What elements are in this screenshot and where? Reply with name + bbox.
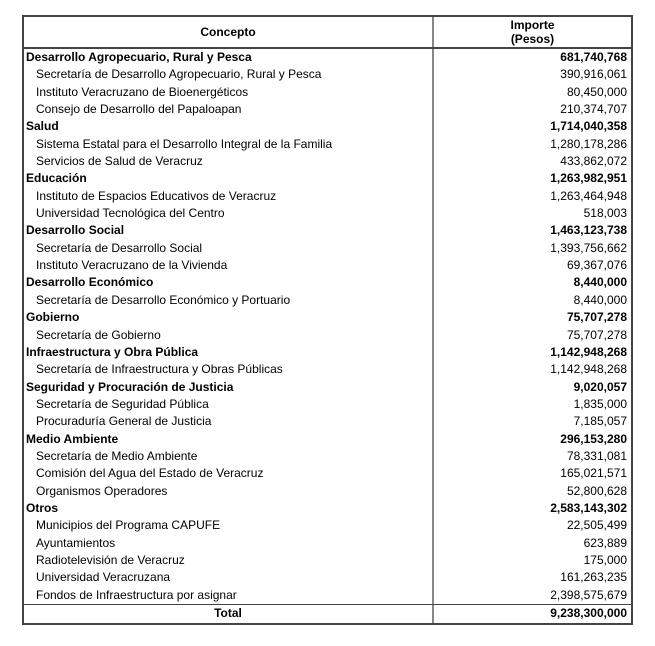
table-row xyxy=(24,136,631,153)
amount-cell: 1,463,123,738 xyxy=(550,223,627,238)
table-row xyxy=(24,257,631,274)
amount-cell: 22,505,499 xyxy=(566,518,627,533)
concept-cell: Ayuntamientos xyxy=(24,535,434,552)
amount-cell: 1,714,040,358 xyxy=(550,119,627,134)
concept-cell: Secretaría de Gobierno xyxy=(24,327,434,344)
concept-cell: Comisión del Agua del Estado de Veracruz xyxy=(24,465,434,482)
amount-cell: 1,280,178,286 xyxy=(550,136,627,151)
concept-cell: Instituto Veracruzano de Bioenergéticos xyxy=(24,84,434,101)
concept-cell: Secretaría de Desarrollo Agropecuario, Rural y Pesca xyxy=(24,66,434,83)
amount-cell: 1,263,464,948 xyxy=(550,188,627,203)
amount-cell: 1,835,000 xyxy=(573,396,627,411)
table-row xyxy=(24,431,631,448)
table-row xyxy=(24,222,631,239)
concept-cell: Servicios de Salud de Veracruz xyxy=(24,153,434,170)
total-row xyxy=(24,604,631,623)
amount-cell: 8,440,000 xyxy=(573,275,627,290)
amount-cell: 623,889 xyxy=(583,535,627,550)
amount-cell: 7,185,057 xyxy=(573,414,627,429)
table-row xyxy=(24,274,631,291)
table-row xyxy=(24,101,631,118)
table-row xyxy=(24,118,631,135)
table-row xyxy=(24,361,631,378)
header-amount xyxy=(434,17,631,47)
concept-cell: Fondos de Infraestructura por asignar xyxy=(24,587,434,604)
table-row xyxy=(24,569,631,586)
table-row xyxy=(24,309,631,326)
header-amount-line2: (Pesos) xyxy=(510,32,555,46)
concept-cell: Seguridad y Procuración de Justicia xyxy=(24,379,434,396)
table-row xyxy=(24,465,631,482)
concept-cell: Universidad Tecnológica del Centro xyxy=(24,205,434,222)
amount-cell: 161,263,235 xyxy=(560,570,627,585)
concept-cell: Instituto de Espacios Educativos de Veracruz xyxy=(24,188,434,205)
table-row xyxy=(24,292,631,309)
table-row xyxy=(24,188,631,205)
total-label: Total xyxy=(24,605,434,623)
concept-cell: Desarrollo Económico xyxy=(24,274,434,291)
budget-table xyxy=(22,15,633,625)
concept-cell: Instituto Veracruzano de la Vivienda xyxy=(24,257,434,274)
amount-cell: 390,916,061 xyxy=(560,67,627,82)
amount-cell: 681,740,768 xyxy=(560,50,627,64)
amount-cell: 8,440,000 xyxy=(573,292,627,307)
amount-cell: 75,707,278 xyxy=(566,327,627,342)
concept-cell: Universidad Veracruzana xyxy=(24,569,434,586)
concept-cell: Desarrollo Agropecuario, Rural y Pesca xyxy=(24,49,434,66)
concept-cell: Infraestructura y Obra Pública xyxy=(24,344,434,361)
table-row xyxy=(24,552,631,569)
table-row xyxy=(24,327,631,344)
concept-cell: Secretaría de Infraestructura y Obras Públicas xyxy=(24,361,434,378)
concept-cell: Educación xyxy=(24,170,434,187)
concept-cell: Organismos Operadores xyxy=(24,483,434,500)
table-row xyxy=(24,205,631,222)
table-row xyxy=(24,413,631,430)
table-row xyxy=(24,153,631,170)
amount-cell: 165,021,571 xyxy=(560,466,627,481)
amount-cell: 78,331,081 xyxy=(566,448,627,463)
amount-cell: 433,862,072 xyxy=(560,154,627,169)
amount-cell: 69,367,076 xyxy=(566,258,627,273)
table-row xyxy=(24,170,631,187)
concept-cell: Salud xyxy=(24,118,434,135)
table-row xyxy=(24,517,631,534)
header-amount-line1: Importe xyxy=(510,18,555,32)
table-row xyxy=(24,344,631,361)
total-value: 9,238,300,000 xyxy=(550,606,627,620)
concept-cell: Secretaría de Seguridad Pública xyxy=(24,396,434,413)
amount-cell: 175,000 xyxy=(583,552,627,567)
amount-cell: 1,142,948,268 xyxy=(550,344,627,359)
table-row xyxy=(24,66,631,83)
concept-cell: Gobierno xyxy=(24,309,434,326)
table-row xyxy=(24,535,631,552)
amount-cell: 296,153,280 xyxy=(560,431,627,446)
concept-cell: Otros xyxy=(24,500,434,517)
concept-cell: Desarrollo Social xyxy=(24,222,434,239)
amount-cell: 210,374,707 xyxy=(560,102,627,117)
amount-cell: 75,707,278 xyxy=(566,310,627,325)
amount-cell: 1,393,756,662 xyxy=(550,240,627,255)
table-row xyxy=(24,84,631,101)
table-body xyxy=(24,49,631,604)
concept-cell: Secretaría de Desarrollo Económico y Portuario xyxy=(24,292,434,309)
concept-cell: Consejo de Desarrollo del Papaloapan xyxy=(24,101,434,118)
table-row xyxy=(24,240,631,257)
amount-cell: 9,020,057 xyxy=(573,379,627,394)
table-row xyxy=(24,379,631,396)
concept-cell: Secretaría de Desarrollo Social xyxy=(24,240,434,257)
table-header xyxy=(24,17,631,49)
amount-cell: 1,263,982,951 xyxy=(550,171,627,186)
header-concept: Concepto xyxy=(24,17,434,47)
concept-cell: Secretaría de Medio Ambiente xyxy=(24,448,434,465)
concept-cell: Municipios del Programa CAPUFE xyxy=(24,517,434,534)
concept-cell: Medio Ambiente xyxy=(24,431,434,448)
concept-cell: Procuraduría General de Justicia xyxy=(24,413,434,430)
table-row xyxy=(24,587,631,604)
amount-cell: 2,583,143,302 xyxy=(550,500,627,515)
amount-cell: 52,800,628 xyxy=(566,483,627,498)
concept-cell: Radiotelevisión de Veracruz xyxy=(24,552,434,569)
concept-cell: Sistema Estatal para el Desarrollo Integral de la Familia xyxy=(24,136,434,153)
table-row xyxy=(24,448,631,465)
amount-cell: 80,450,000 xyxy=(566,84,627,99)
table-row xyxy=(24,396,631,413)
amount-cell: 2,398,575,679 xyxy=(550,587,627,602)
amount-cell: 518,003 xyxy=(583,206,627,221)
table-row xyxy=(24,483,631,500)
table-row xyxy=(24,49,631,66)
amount-cell: 1,142,948,268 xyxy=(550,362,627,377)
table-row xyxy=(24,500,631,517)
